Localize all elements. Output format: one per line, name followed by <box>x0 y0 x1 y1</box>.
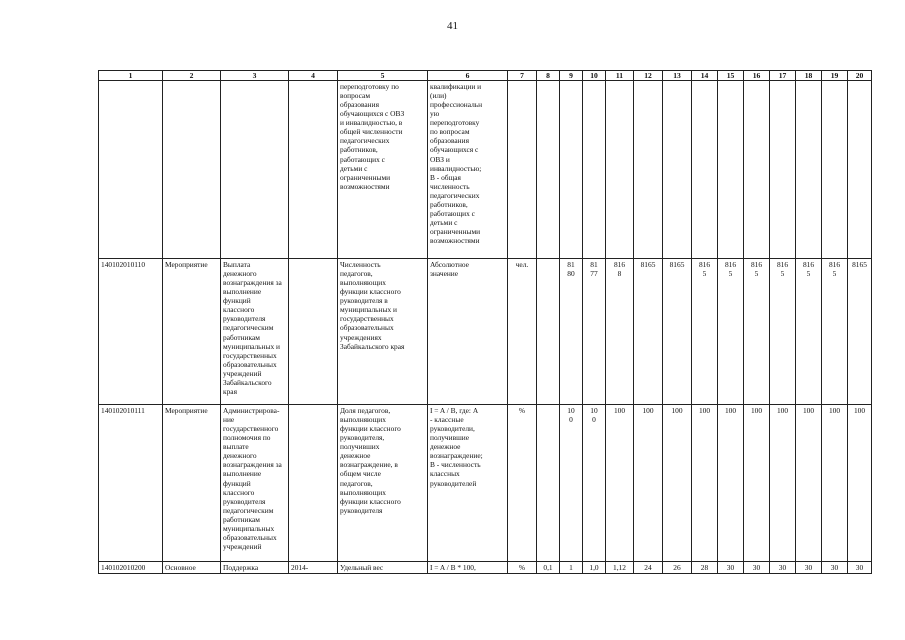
value-cell <box>537 405 560 562</box>
row-code: 140102010200 <box>99 562 163 574</box>
column-header: 6 <box>428 71 508 81</box>
row-title: Поддержка <box>221 562 289 574</box>
unit-cell: % <box>508 562 537 574</box>
unit-cell <box>508 81 537 259</box>
value-cell <box>663 81 692 259</box>
value-cell <box>606 81 634 259</box>
value-cell: 10 0 <box>560 405 583 562</box>
column-header: 17 <box>770 71 796 81</box>
value-cell: 816 5 <box>796 259 822 405</box>
value-cell: 816 5 <box>770 259 796 405</box>
value-cell: 100 <box>744 405 770 562</box>
value-cell: 8165 <box>848 259 872 405</box>
table-row <box>99 259 872 405</box>
value-cell: 816 8 <box>606 259 634 405</box>
value-cell <box>796 81 822 259</box>
column-header: 9 <box>560 71 583 81</box>
value-cell: 816 5 <box>692 259 718 405</box>
column-header: 4 <box>289 71 338 81</box>
row-title: Выплата денежного вознаграждения за выполнение функций классного руководителя педагогическим работникам муниципальных и государственных образовательных учреждений Забайкальского края <box>221 259 289 405</box>
calculation-method: I = A / B, где: A - классные руководители, получившие денежное вознаграждение; B - численность классных руководителей <box>428 405 508 562</box>
table-row <box>99 562 872 574</box>
indicator-name: Доля педагогов, выполняющих функции классного руководителя, получивших денежное вознаграждение, в общем числе педагогов, выполняющих функции классного руководителя <box>338 405 428 562</box>
row-type: Мероприятие <box>163 259 221 405</box>
value-cell: 10 0 <box>583 405 606 562</box>
column-header: 5 <box>338 71 428 81</box>
value-cell: 100 <box>848 405 872 562</box>
column-header: 16 <box>744 71 770 81</box>
column-header: 19 <box>822 71 848 81</box>
column-header: 15 <box>718 71 744 81</box>
row-period <box>289 259 338 405</box>
column-header: 13 <box>663 71 692 81</box>
value-cell <box>634 81 663 259</box>
value-cell: 1 <box>560 562 583 574</box>
value-cell: 8165 <box>663 259 692 405</box>
calculation-method: I = A / B * 100, <box>428 562 508 574</box>
value-cell: 100 <box>822 405 848 562</box>
row-type: Мероприятие <box>163 405 221 562</box>
column-header: 20 <box>848 71 872 81</box>
data-table <box>98 70 872 574</box>
value-cell: 0,1 <box>537 562 560 574</box>
header-row <box>99 71 872 81</box>
column-header: 11 <box>606 71 634 81</box>
column-header: 18 <box>796 71 822 81</box>
value-cell: 81 80 <box>560 259 583 405</box>
row-title: Администрирова- ние государственного полномочия по выплате денежного вознаграждения за выполнение функций классного руководителя педагогическим работникам муниципальных образовательных учреждений <box>221 405 289 562</box>
value-cell: 100 <box>718 405 744 562</box>
value-cell: 81 77 <box>583 259 606 405</box>
value-cell: 816 5 <box>744 259 770 405</box>
value-cell: 30 <box>822 562 848 574</box>
row-period <box>289 405 338 562</box>
calculation-method: квалификации и (или) профессиональн ую переподготовку по вопросам образования обучающихся с ОВЗ и инвалидностью; В - общая численность педагогических работников, работающих с детьми с ограниченными возможностями <box>428 81 508 259</box>
value-cell: 26 <box>663 562 692 574</box>
value-cell: 24 <box>634 562 663 574</box>
page-number: 41 <box>447 20 458 32</box>
table-row <box>99 405 872 562</box>
value-cell: 816 5 <box>718 259 744 405</box>
value-cell: 1,0 <box>583 562 606 574</box>
column-header: 3 <box>221 71 289 81</box>
value-cell <box>560 81 583 259</box>
value-cell: 816 5 <box>822 259 848 405</box>
column-header: 7 <box>508 71 537 81</box>
value-cell: 30 <box>770 562 796 574</box>
row-type <box>163 81 221 259</box>
table-row <box>99 81 872 259</box>
value-cell: 100 <box>663 405 692 562</box>
row-period: 2014- <box>289 562 338 574</box>
column-header: 1 <box>99 71 163 81</box>
row-code: 140102010111 <box>99 405 163 562</box>
value-cell <box>718 81 744 259</box>
unit-cell: чел. <box>508 259 537 405</box>
value-cell: 28 <box>692 562 718 574</box>
value-cell: 100 <box>692 405 718 562</box>
value-cell <box>537 81 560 259</box>
value-cell: 100 <box>606 405 634 562</box>
value-cell: 1,12 <box>606 562 634 574</box>
indicator-name: Удельный вес <box>338 562 428 574</box>
value-cell: 30 <box>744 562 770 574</box>
row-type: Основное <box>163 562 221 574</box>
value-cell: 100 <box>634 405 663 562</box>
indicator-name: Численность педагогов, выполняющих функции классного руководителя в муниципальных и государственных образовательных учреждениях Забайкальского края <box>338 259 428 405</box>
row-code: 140102010110 <box>99 259 163 405</box>
value-cell: 30 <box>796 562 822 574</box>
value-cell <box>537 259 560 405</box>
value-cell: 30 <box>848 562 872 574</box>
indicator-name: переподготовку по вопросам образования обучающихся с ОВЗ и инвалидностью, в общей численности педагогических работников, работающих с детьми с ограниченными возможностями <box>338 81 428 259</box>
column-header: 14 <box>692 71 718 81</box>
value-cell: 30 <box>718 562 744 574</box>
value-cell <box>583 81 606 259</box>
value-cell <box>848 81 872 259</box>
value-cell <box>692 81 718 259</box>
column-header: 12 <box>634 71 663 81</box>
value-cell <box>822 81 848 259</box>
value-cell: 100 <box>770 405 796 562</box>
column-header: 2 <box>163 71 221 81</box>
value-cell <box>744 81 770 259</box>
row-title <box>221 81 289 259</box>
value-cell <box>770 81 796 259</box>
row-code <box>99 81 163 259</box>
unit-cell: % <box>508 405 537 562</box>
value-cell: 8165 <box>634 259 663 405</box>
value-cell: 100 <box>796 405 822 562</box>
row-period <box>289 81 338 259</box>
column-header: 10 <box>583 71 606 81</box>
column-header: 8 <box>537 71 560 81</box>
calculation-method: Абсолютное значение <box>428 259 508 405</box>
